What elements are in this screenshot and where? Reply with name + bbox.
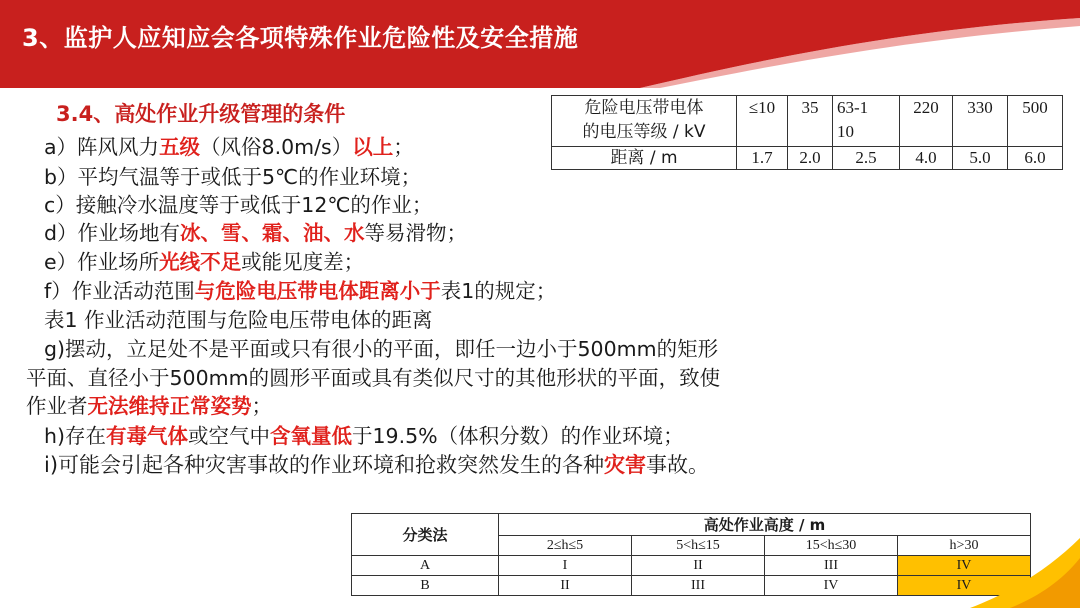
- table-row: [352, 556, 1031, 576]
- condition-text: e）作业场所: [44, 250, 160, 274]
- condition-text: c）接触冷水温度等于或低于12℃的作业；: [44, 193, 433, 217]
- condition-line: [44, 423, 684, 449]
- condition-line: [44, 192, 432, 218]
- highlight-text: 五级: [159, 135, 201, 159]
- section-subtitle: 3.4、高处作业升级管理的条件: [56, 102, 346, 126]
- distance-cell: 6.0: [1008, 147, 1063, 170]
- class-cell: II: [632, 556, 765, 576]
- condition-text: 事故。: [646, 453, 710, 477]
- voltage-cell: 220: [900, 96, 953, 147]
- corner-decoration: [950, 538, 1080, 608]
- distance-label-cell: 距离 / m: [552, 147, 737, 170]
- voltage-cell: 330: [953, 96, 1008, 147]
- class-cell: I: [499, 556, 632, 576]
- condition-text: a）阵风风力: [44, 135, 160, 159]
- table-row: [552, 96, 1063, 147]
- page-title: 3、监护人应知应会各项特殊作业危险性及安全措施: [22, 24, 579, 52]
- highlight-text: 无法维持正常姿势: [87, 394, 252, 418]
- condition-text: f）作业活动范围: [44, 279, 195, 303]
- height-header: 高处作业高度 / m: [499, 514, 1031, 536]
- condition-line: [44, 336, 718, 362]
- condition-text: 平面、直径小于500mm的圆形平面或具有类似尺寸的其他形状的平面，致使: [26, 366, 721, 390]
- condition-line: [44, 278, 556, 304]
- table-row: [552, 147, 1063, 170]
- range-header: 5<h≤15: [632, 536, 765, 556]
- range-header: 2≤h≤5: [499, 536, 632, 556]
- condition-text: h)存在: [44, 424, 106, 448]
- distance-cell: 2.5: [833, 147, 900, 170]
- condition-text: （风俗8.0m/s）: [200, 135, 353, 159]
- condition-line: [44, 134, 414, 160]
- class-cell: III: [765, 556, 898, 576]
- distance-cell: 1.7: [737, 147, 788, 170]
- condition-text: 表1的规定；: [440, 279, 557, 303]
- condition-text: 于19.5%（体积分数）的作业环境；: [352, 424, 684, 448]
- class-name-cell: A: [352, 556, 499, 576]
- class-cell: IV: [765, 576, 898, 596]
- voltage-label-cell: [552, 96, 737, 147]
- condition-line: [26, 393, 272, 419]
- highlight-text: 光线不足: [159, 250, 242, 274]
- highlight-text: 与危险电压带电体距离小于: [194, 279, 441, 303]
- condition-line: [44, 164, 421, 190]
- condition-text: 或能见度差；: [241, 250, 365, 274]
- condition-text: ；: [393, 135, 414, 159]
- range-header: h>30: [898, 536, 1031, 556]
- condition-line: [44, 220, 467, 246]
- voltage-cell: 500: [1008, 96, 1063, 147]
- condition-text: b）平均气温等于或低于5℃的作业环境；: [44, 165, 422, 189]
- highlight-text: 灾害: [604, 453, 647, 477]
- distance-cell: 4.0: [900, 147, 953, 170]
- voltage-cell: [833, 96, 900, 147]
- highlight-text: 以上: [352, 135, 394, 159]
- condition-text: i)可能会引起各种灾害事故的作业环境和抢救突然发生的各种: [44, 453, 605, 477]
- highlight-text: 有毒气体: [106, 424, 188, 448]
- condition-line: [26, 365, 720, 391]
- condition-text: 表1 作业活动范围与危险电压带电体的距离: [44, 308, 433, 332]
- table-row: [352, 514, 1031, 536]
- condition-line: [44, 452, 709, 478]
- table-row: [352, 576, 1031, 596]
- class-cell: III: [632, 576, 765, 596]
- condition-text: 作业者: [26, 394, 88, 418]
- condition-line: [44, 307, 433, 333]
- condition-text: ；: [251, 394, 272, 418]
- method-header: 分类法: [352, 514, 499, 556]
- condition-text: d）作业场地有: [44, 221, 181, 245]
- condition-text: g)摆动，立足处不是平面或只有很小的平面，即任一边小于500mm的矩形: [44, 337, 719, 361]
- class-cell-highlighted: IV: [898, 556, 1031, 576]
- distance-cell: 5.0: [953, 147, 1008, 170]
- highlight-text: 冰、雪、霜、油、水: [180, 221, 365, 245]
- classification-table: [351, 513, 1031, 596]
- highlight-text: 含氧量低: [270, 424, 352, 448]
- voltage-cell: 35: [788, 96, 833, 147]
- distance-cell: 2.0: [788, 147, 833, 170]
- distance-table: [551, 95, 1063, 170]
- class-cell-highlighted: IV: [898, 576, 1031, 596]
- class-name-cell: B: [352, 576, 499, 596]
- class-cell: II: [499, 576, 632, 596]
- voltage-label-line-2: 的电压等级 / kV: [582, 122, 706, 142]
- voltage-label-line-1: 危险电压带电体: [584, 98, 704, 118]
- voltage-cell: ≤10: [737, 96, 788, 147]
- condition-text: 等易滑物；: [364, 221, 468, 245]
- voltage-cell-text: 63-110: [837, 98, 869, 141]
- range-header: 15<h≤30: [765, 536, 898, 556]
- condition-line: [44, 249, 364, 275]
- condition-text: 或空气中: [188, 424, 270, 448]
